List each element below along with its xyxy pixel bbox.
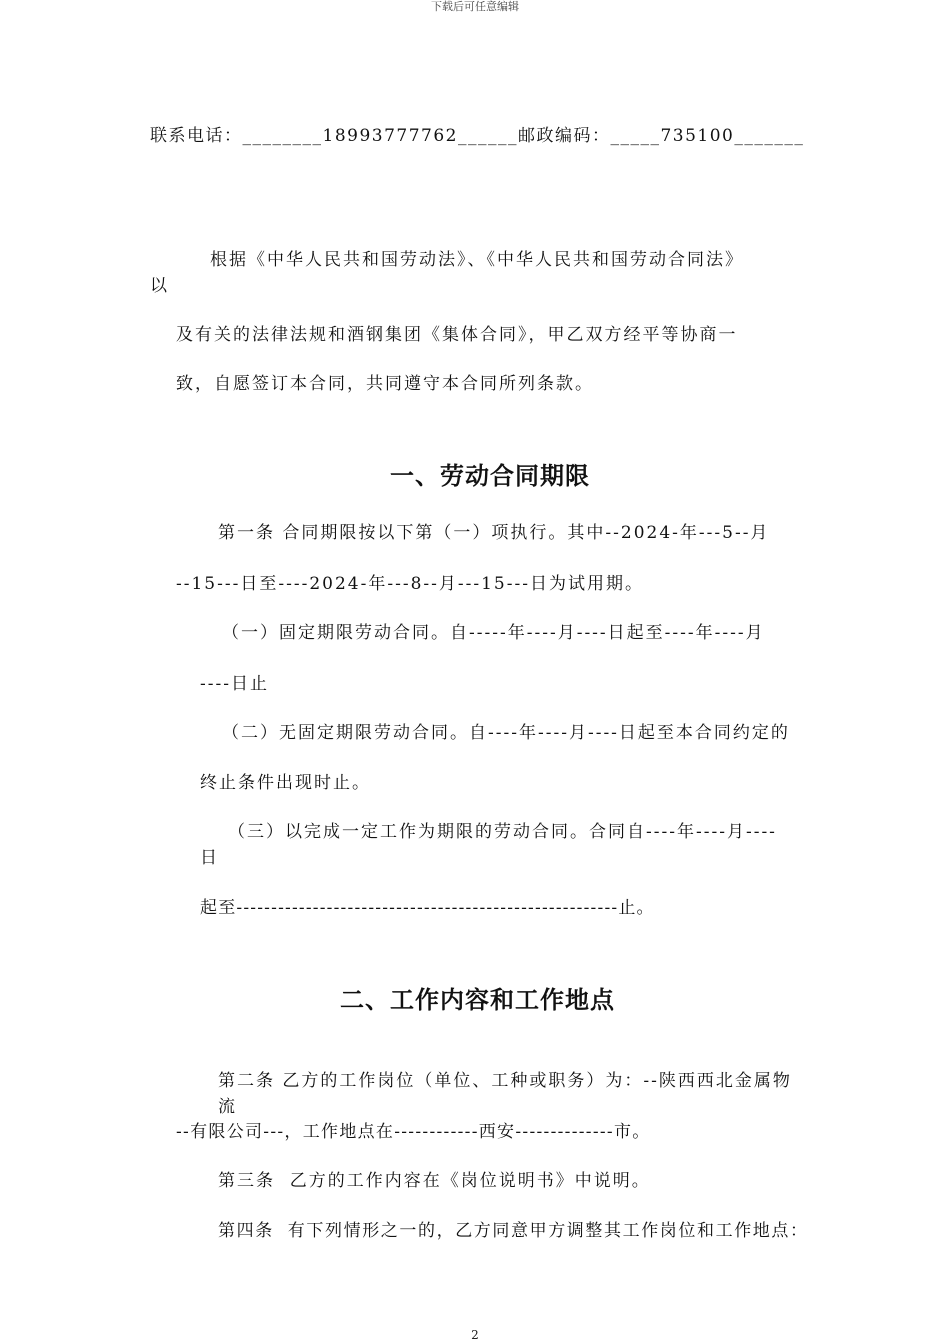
contact-line: 联系电话：________18993777762______邮政编码：_____735100_______ <box>150 126 805 146</box>
preamble-line-2: 及有关的法律法规和酒钢集团《集体合同》，甲乙双方经平等协商一 <box>176 325 738 345</box>
item-2-line-2: 终止条件出现时止。 <box>200 773 371 793</box>
article-2-line-1: 第二条 乙方的工作岗位（单位、工种或职务）为：--陕西西北金属物 <box>218 1071 792 1091</box>
preamble-line-1: 根据《中华人民共和国劳动法》、《中华人民共和国劳动合同法》 <box>210 250 744 270</box>
item-1-line-1: （一）固定期限劳动合同。自-----年----月----日起至----年----月 <box>222 623 765 643</box>
article-2-line-1-wrap: 流 <box>218 1097 237 1117</box>
section-2-title: 二、工作内容和工作地点 <box>340 986 615 1014</box>
page-header-note: 下载后可任意编辑 <box>431 0 519 13</box>
item-1-line-2: ----日止 <box>200 674 269 694</box>
article-4: 第四条 有下列情形之一的，乙方同意甲方调整其工作岗位和工作地点： <box>218 1221 809 1241</box>
article-2-line-2: --有限公司---，工作地点在------------西安--------------市。 <box>176 1122 651 1142</box>
preamble-line-3: 致，自愿签订本合同，共同遵守本合同所列条款。 <box>176 374 594 394</box>
item-2-line-1: （二）无固定期限劳动合同。自----年----月----日起至本合同约定的 <box>222 723 790 743</box>
article-1-line-2: --15---日至----2024-年---8--月---15---日为试用期。 <box>176 574 644 594</box>
page-number: 2 <box>471 1328 479 1342</box>
article-3: 第三条 乙方的工作内容在《岗位说明书》中说明。 <box>218 1171 651 1191</box>
item-3-line-2: 起至-------------------------------------------------------止。 <box>200 898 655 918</box>
preamble-line-1-wrap: 以 <box>150 276 169 296</box>
section-1-title: 一、劳动合同期限 <box>390 462 590 490</box>
item-3-line-1-wrap: 日 <box>200 848 219 868</box>
article-1-line-1: 第一条 合同期限按以下第（一）项执行。其中--2024-年---5--月 <box>218 523 770 543</box>
item-3-line-1: （三）以完成一定工作为期限的劳动合同。合同自----年----月---- <box>228 822 777 842</box>
